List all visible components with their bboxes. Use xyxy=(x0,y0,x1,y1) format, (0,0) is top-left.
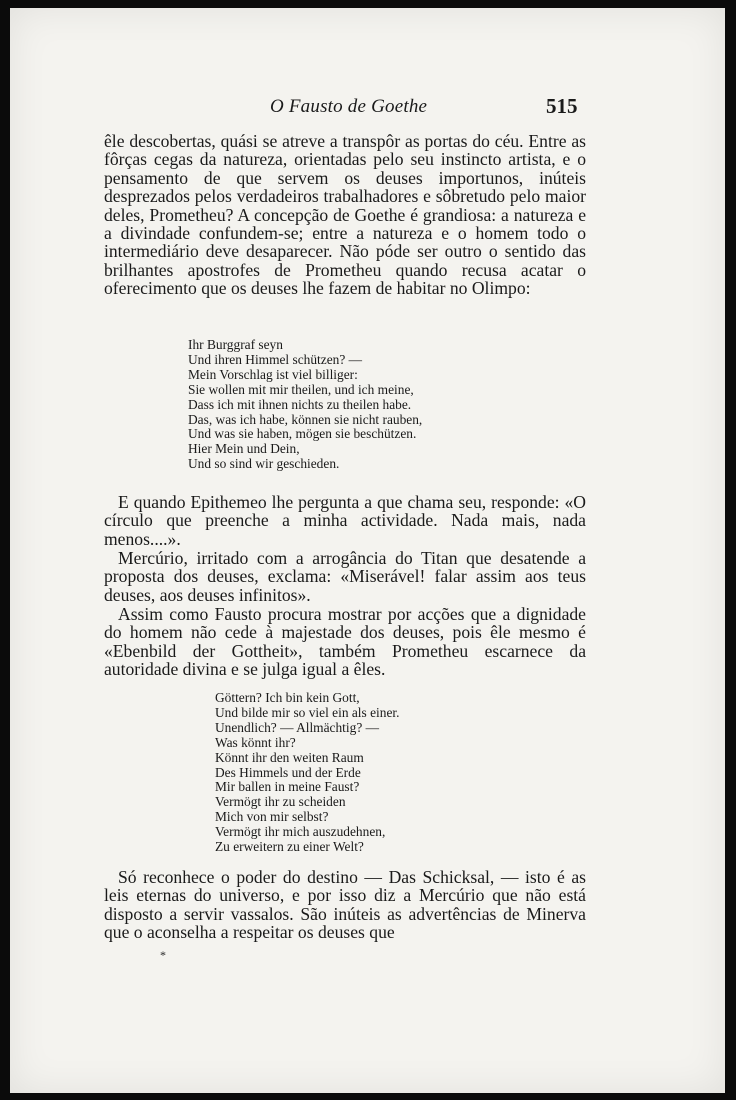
verse-line: Unendlich? — Allmächtig? — xyxy=(215,719,379,735)
page-number: 515 xyxy=(546,94,578,118)
book-page xyxy=(10,8,725,1093)
verse-line: Und so sind wir geschieden. xyxy=(188,456,340,472)
printer-mark: * xyxy=(160,948,166,962)
verse-line: Könnt ihr den weiten Raum xyxy=(215,749,364,765)
paragraph-5: Só reconhece o poder do destino — Das Schicksal, — isto é as leis eternas do universo, e por isso diz a Mercúrio que não está disposto a servir vassalos. São inúteis as advertências de Minerva que o aconselha a respeitar os deuses que xyxy=(104,867,586,943)
verse-line: Hier Mein und Dein, xyxy=(188,441,300,457)
running-title: O Fausto de Goethe xyxy=(270,96,428,117)
verse-line: Göttern? Ich bin kein Gott, xyxy=(215,690,360,705)
verse-line: Mich von mir selbst? xyxy=(215,809,329,825)
verse-line: Des Himmels und der Erde xyxy=(215,764,361,780)
verse-line: Was könnt ihr? xyxy=(215,734,296,750)
verse-line: Zu erweitern zu einer Welt? xyxy=(215,839,364,855)
verse-line: Dass ich mit ihnen nichts zu theilen habe. xyxy=(188,396,412,412)
paragraph-3: Mercúrio, irritado com a arrogância do Titan que desatende a proposta dos deuses, exclama: «Miserável! falar assim aos teus deuses, aos deuses infinitos». xyxy=(104,548,586,605)
verse-line: Mein Vorschlag ist viel billiger: xyxy=(188,366,358,382)
verse-line: Ihr Burggraf seyn xyxy=(188,337,283,352)
paragraph-4: Assim como Fausto procura mostrar por acções que a dignidade do homem não cede à majestade dos deuses, pois êle mesmo é «Ebenbild der Gottheit», também Prometheu escarnece da autoridade divina e se julga igual a êles. xyxy=(104,604,586,680)
verse-line: Sie wollen mit mir theilen, und ich meine, xyxy=(188,381,414,397)
verse-line: Vermögt ihr mich auszudehnen, xyxy=(215,824,386,840)
verse-line: Das, was ich habe, können sie nicht rauben, xyxy=(188,411,423,427)
verse-line: Vermögt ihr zu scheiden xyxy=(215,794,346,810)
verse-quote-1 xyxy=(188,338,422,472)
verse-quote-2 xyxy=(215,691,399,855)
paragraph-2: E quando Epithemeo lhe pergunta a que chama seu, responde: «O círculo que preenche a minha actividade. Nada mais, nada menos....». xyxy=(104,492,586,549)
paragraph-1: êle descobertas, quási se atreve a transpôr as portas do céu. Entre as fôrças cegas da natureza, orientadas pelo seu instincto artista, e o pensamento de que servem os deuses importunos, inúteis desprezados pelos verdadeiros trabalhadores e sôbretudo pelo maior deles, Prometheu? A concepção de Goethe é grandiosa: a natureza e a divindade confundem-se; entre a natureza e o homem todo o intermediário deve desaparecer. Não póde ser outro o sentido das brilhantes apostrofes de Prometheu quando recusa acatar o oferecimento que os deuses lhe fazem de habitar no Olimpo: xyxy=(104,131,586,299)
verse-line: Und bilde mir so viel ein als einer. xyxy=(215,704,400,720)
verse-line: Mir ballen in meine Faust? xyxy=(215,779,360,795)
verse-line: Und was sie haben, mögen sie beschützen. xyxy=(188,426,417,442)
page-header xyxy=(10,96,725,126)
verse-line: Und ihren Himmel schützen? — xyxy=(188,351,363,367)
